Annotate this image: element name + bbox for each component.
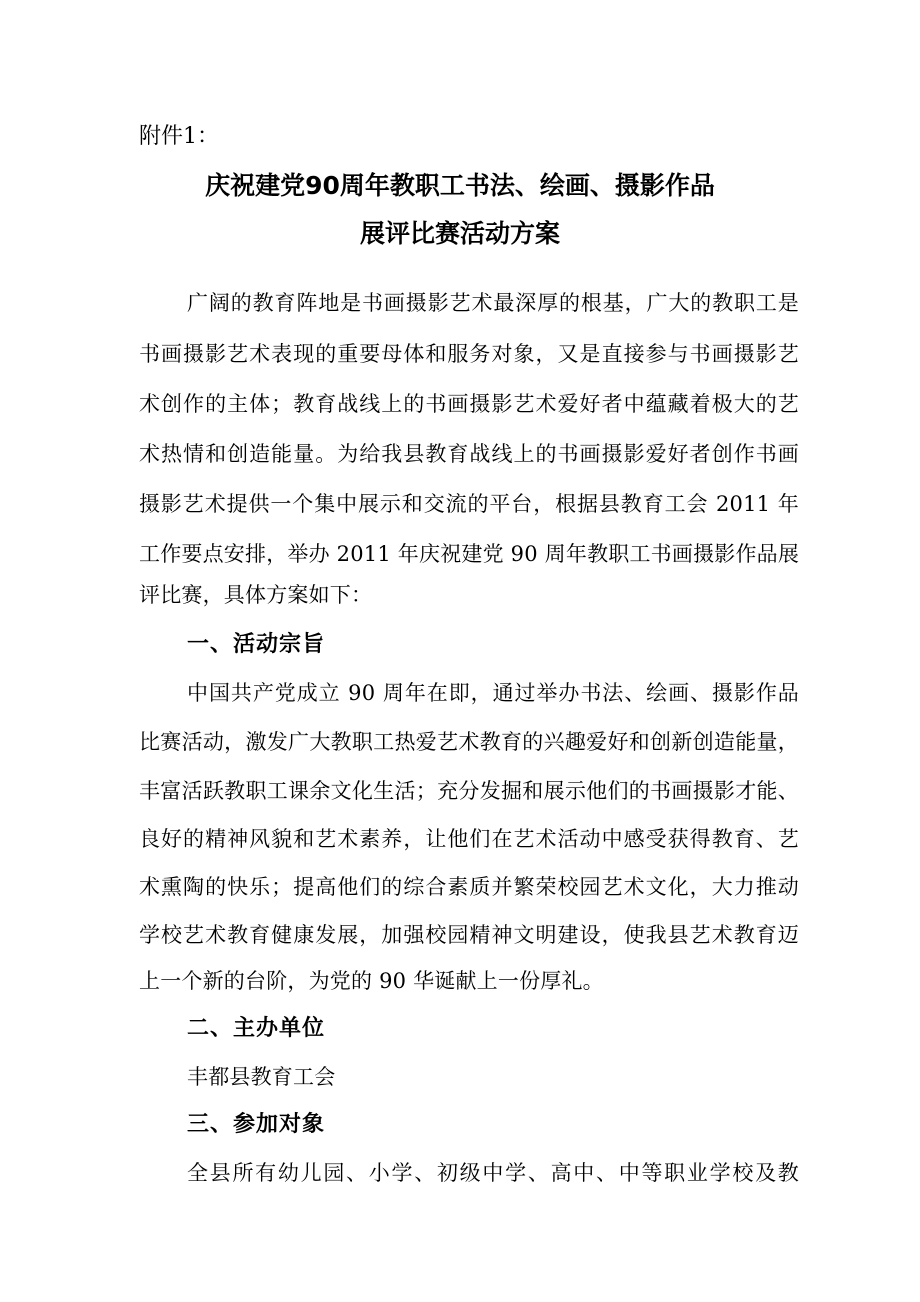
document-title-line-1: 庆祝建党90周年教职工书法、绘画、摄影作品 xyxy=(205,171,715,200)
intro-line: 评比赛，具体方案如下： xyxy=(139,583,373,607)
section-line: 良好的精神风貌和艺术素养，让他们在艺术活动中感受获得教育、艺 xyxy=(139,827,799,851)
section-line: 中国共产党成立 90 周年在即，通过举办书法、绘画、摄影作品 xyxy=(187,681,799,705)
section-heading-purpose: 一、活动宗旨 xyxy=(187,632,326,657)
intro-line: 书画摄影艺术表现的重要母体和服务对象，又是直接参与书画摄影艺 xyxy=(139,342,799,366)
section-line: 术熏陶的快乐；提高他们的综合素质并繁荣校园艺术文化，大力推动 xyxy=(139,875,799,899)
section-line: 比赛活动，激发广大教职工热爱艺术教育的兴趣爱好和创新创造能量， xyxy=(139,730,799,754)
section-line: 全县所有幼儿园、小学、初级中学、高中、中等职业学校及教 xyxy=(187,1161,799,1185)
intro-line: 广阔的教育阵地是书画摄影艺术最深厚的根基，广大的教职工是 xyxy=(187,291,799,315)
section-heading-organizer: 二、主办单位 xyxy=(187,1016,326,1041)
section-heading-participants: 三、参加对象 xyxy=(187,1112,326,1137)
section-line: 丰富活跃教职工课余文化生活；充分发掘和展示他们的书画摄影才能、 xyxy=(139,779,799,803)
section-line: 上一个新的台阶，为党的 90 华诞献上一份厚礼。 xyxy=(139,969,604,993)
section-line: 学校艺术教育健康发展，加强校园精神文明建设，使我县艺术教育迈 xyxy=(139,923,799,947)
attachment-label: 附件1： xyxy=(139,124,219,149)
intro-line: 术创作的主体；教育战线上的书画摄影艺术爱好者中蕴藏着极大的艺 xyxy=(139,392,799,416)
intro-line: 工作要点安排，举办 2011 年庆祝建党 90 周年教职工书画摄影作品展 xyxy=(139,542,800,566)
document-title-line-2: 展评比赛活动方案 xyxy=(359,219,560,248)
intro-line: 术热情和创造能量。为给我县教育战线上的书画摄影爱好者创作书画 xyxy=(139,442,799,466)
section-line: 丰都县教育工会 xyxy=(187,1065,336,1089)
intro-line: 摄影艺术提供一个集中展示和交流的平台，根据县教育工会 2011 年 xyxy=(139,492,799,516)
